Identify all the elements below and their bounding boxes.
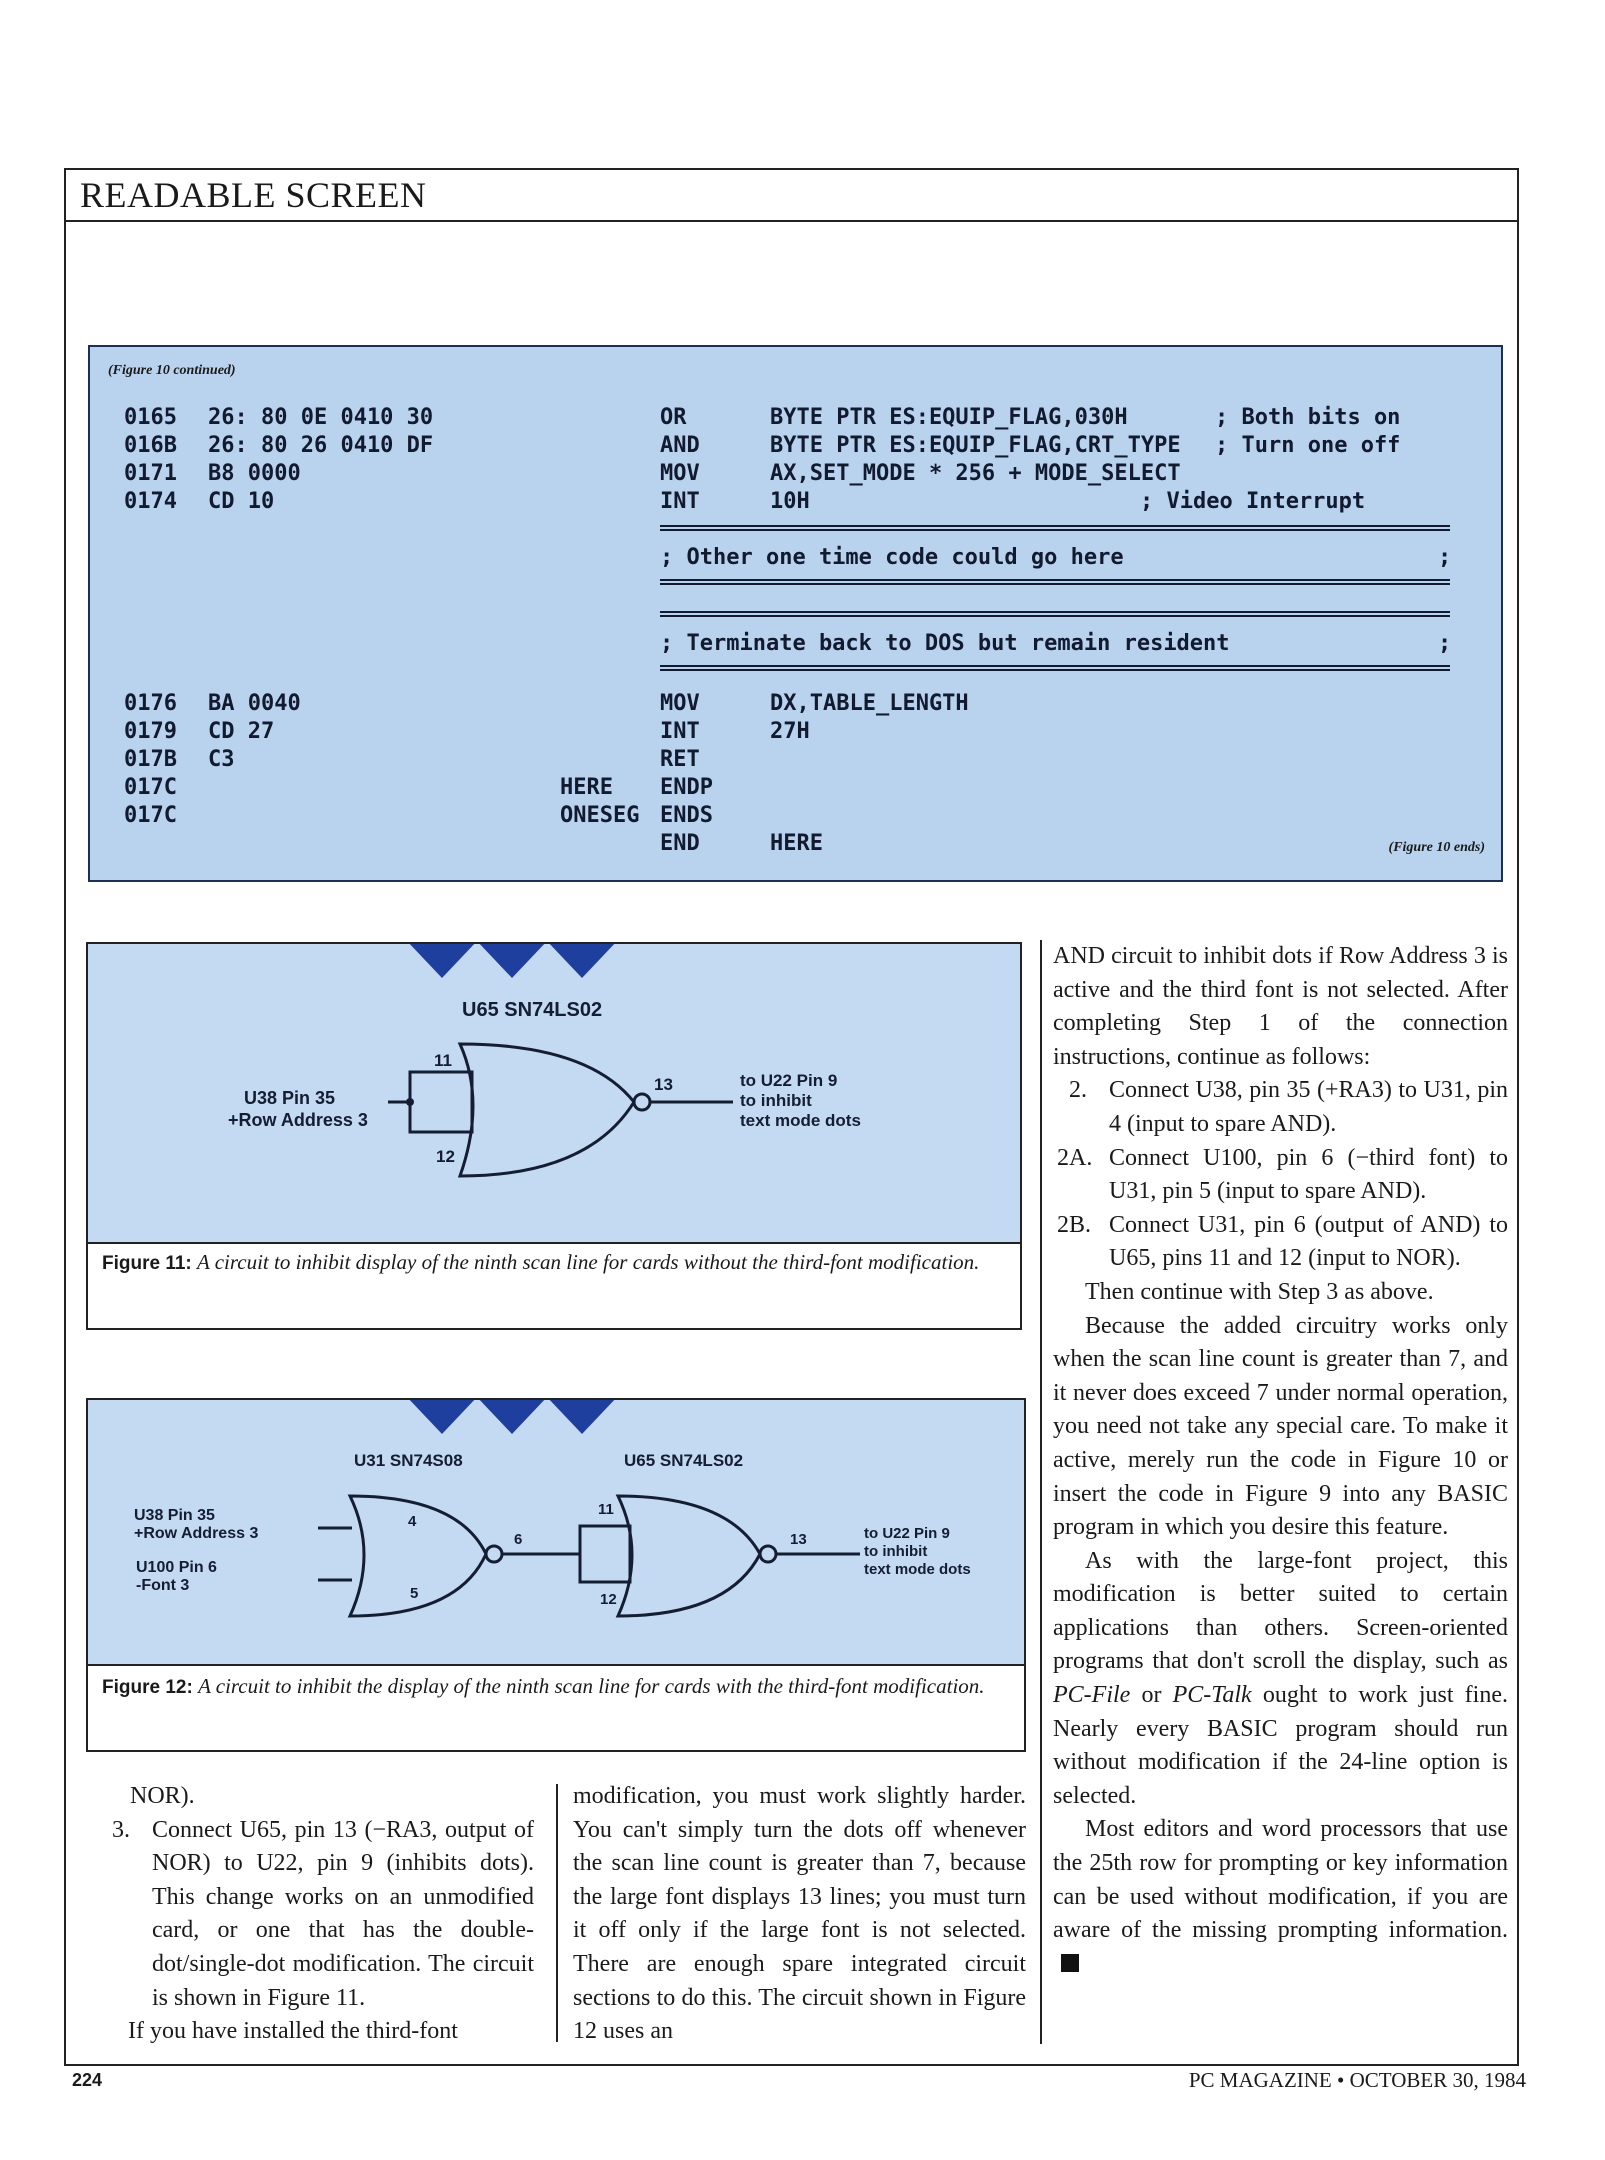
pin-label: 13 [790,1531,807,1548]
output-label: to U22 Pin 9 [740,1071,838,1090]
list-item [1053,1142,1508,1209]
listing-comment-block: ; Other one time code could go here [660,545,1124,570]
column-divider [556,1784,558,2042]
listing-op: RET [660,747,700,772]
listing-bytes: 26: 80 26 0410 DF [208,433,434,458]
output-label: text mode dots [864,1561,971,1578]
listing-args: BYTE PTR ES:EQUIP_FLAG,030H [770,405,1128,430]
figure-12-art [88,1400,1024,1666]
pin-label: 13 [654,1075,673,1094]
listing-addr: 0174 [124,489,177,514]
output-label: to inhibit [740,1091,812,1110]
list-item [96,1814,534,2016]
triangle-marker [476,944,548,978]
listing-args: DX,TABLE_LENGTH [770,691,969,716]
nor-gate [460,1044,634,1176]
listing-note-start: (Figure 10 continued) [108,363,236,378]
list-number: 3. [112,1816,130,1843]
page-number: 224 [72,2070,103,2090]
text-run: or [1130,1682,1173,1709]
listing-label: ONESEG [560,803,640,828]
listing-args: 27H [770,719,810,744]
text-run: PC-Talk [1172,1682,1252,1709]
list-item [1053,1074,1508,1141]
text-run: ought to work just fine. Nearly every BASIC program should run without modification if the 24-line option is selected. [1053,1682,1508,1809]
list-number: 2B. [1057,1211,1092,1238]
listing-op: INT [660,489,700,514]
pin-label: 11 [434,1051,452,1070]
list-number: 2. [1069,1077,1087,1104]
listing-comment-end: ; [1438,631,1452,656]
listing-comment-end: ; [1438,545,1452,570]
paragraph [1053,1813,1508,1981]
caption-label: Figure 11: [102,1253,192,1274]
triangle-marker [406,944,478,978]
listing-separator [660,665,1450,671]
listing-op: AND [660,433,700,458]
listing-bytes: BA 0040 [208,691,301,716]
listing-addr: 016B [124,433,177,458]
listing-bytes: C3 [208,747,235,772]
listing-addr: 017C [124,775,177,800]
list-text: Connect U38, pin 35 (+RA3) to U31, pin 4 (input to spare AND). [1109,1077,1508,1137]
paragraph: If you have installed the third-font [128,2018,458,2045]
chip-label: U65 SN74LS02 [624,1451,744,1470]
figure-12 [86,1398,1026,1752]
listing-separator [660,579,1450,585]
input-label: +Row Address 3 [134,1525,259,1542]
listing-op: MOV [660,461,700,486]
listing-comment-block: ; Terminate back to DOS but remain resident [660,631,1230,656]
listing-bytes: B8 0000 [208,461,301,486]
publication-line: PC MAGAZINE • OCTOBER 30, 1984 [1188,2068,1526,2092]
figure-11 [86,942,1022,1330]
nor-gate [618,1496,760,1616]
listing-args: BYTE PTR ES:EQUIP_FLAG,CRT_TYPE [770,433,1181,458]
text-run: PC-File [1053,1682,1131,1709]
list-item [1053,1209,1508,1276]
section-header [64,168,1519,222]
triangle-marker [546,1400,618,1434]
chip-label: U65 SN74LS02 [462,999,603,1021]
listing-addr: 0176 [124,691,177,716]
output-label: text mode dots [740,1111,861,1130]
list-text: Connect U100, pin 6 (−third font) to U31, pin 5 (input to spare AND). [1109,1144,1508,1205]
listing-addr: 017B [124,747,177,772]
input-label: U38 Pin 35 [134,1507,215,1524]
listing-comment: ; Video Interrupt [1140,489,1366,514]
output-label: to inhibit [864,1543,928,1560]
listing-addr: 0171 [124,461,177,486]
output-label: to U22 Pin 9 [864,1525,950,1542]
listing-op: END [660,831,700,856]
pin-label: 5 [410,1585,419,1602]
listing-label: HERE [560,775,613,800]
list-text: Connect U65, pin 13 (−RA3, output of NOR) to U22, pin 9 (inhibits dots). This change works on an unmodified card, or one that has the double-dot/single-dot modification. The circuit is shown in Figure 11. [152,1816,534,2011]
listing-comment: ; Both bits on [1215,405,1401,430]
listing-op: INT [660,719,700,744]
input-label: U38 Pin 35 [244,1088,336,1108]
end-of-article-icon [1061,1954,1079,1972]
pin-label: 11 [598,1501,614,1518]
listing-addr: 017C [124,803,177,828]
listing-op: MOV [660,691,700,716]
caption-label: Figure 12: [102,1677,193,1698]
column-divider [1040,940,1042,2044]
triangle-marker [546,944,618,978]
listing-separator [660,525,1450,531]
caption-text: A circuit to inhibit the display of the ninth scan line for cards with the third-font modification. [198,1674,985,1698]
list-text: Connect U31, pin 6 (output of AND) to U65, pins 11 and 12 (input to NOR). [1109,1211,1508,1272]
text-run: As with the large-font project, this modification is better suited to certain applications than others. Screen-oriented programs that don't scroll the display, such as [1053,1547,1508,1675]
listing-op: OR [660,405,687,430]
figure-11-caption [102,1248,1006,1278]
paragraph: modification, you must work slightly harder. You can't simply turn the dots off whenever the scan line count is greater than 7, because the large font displays 13 lines; you must turn it off only if the large font is not selected. There are enough spare integrated circuit sections to do this. The circuit shown in Figure 12 uses an [573,1783,1026,2045]
triangle-marker [406,1400,478,1434]
input-label: -Font 3 [136,1577,190,1594]
pin-label: 6 [514,1531,523,1548]
section-title: READABLE SCREEN [80,175,427,215]
listing-op: ENDP [660,775,713,800]
paragraph: NOR). [130,1783,195,1809]
figure-12-caption [102,1672,1010,1702]
listing-addr: 0165 [124,405,177,430]
listing-comment: ; Turn one off [1215,433,1401,458]
text-column-2 [573,1780,1026,2049]
listing-bytes: 26: 80 0E 0410 30 [208,405,434,430]
caption-text: A circuit to inhibit display of the ninth scan line for cards without the third-font modification. [197,1250,980,1274]
text-column-1 [96,1780,534,2049]
text-column-3 [1053,940,1508,1981]
listing-op: ENDS [660,803,713,828]
input-label: +Row Address 3 [228,1110,368,1130]
chip-label: U31 SN74S08 [354,1451,463,1470]
listing-separator [660,611,1450,617]
pin-label: 4 [408,1513,417,1530]
paragraph: AND circuit to inhibit dots if Row Address 3 is active and the third font is not selected. After completing Step 1 of the connection instructions, continue as follows: [1053,943,1508,1070]
pin-label: 12 [436,1147,455,1166]
listing-args: 10H [770,489,810,514]
pin-label: 12 [600,1591,617,1608]
listing-bytes: CD 10 [208,489,275,514]
listing-addr: 0179 [124,719,177,744]
figure-11-art [88,944,1020,1244]
circuit-diagram [88,1400,1024,1664]
paragraph: Then continue with Step 3 as above. [1085,1278,1434,1305]
text-run: Most editors and word processors that use the 25th row for prompting or key information can be used without modification, if you are aware of the missing prompting information. [1053,1816,1508,1944]
paragraph [1053,1545,1508,1814]
circuit-diagram [88,944,1020,1242]
listing-note-end: (Figure 10 ends) [1388,840,1485,855]
listing-args: HERE [770,831,823,856]
triangle-marker [476,1400,548,1434]
input-label: U100 Pin 6 [136,1559,217,1576]
listing-bytes: CD 27 [208,719,275,744]
paragraph: Because the added circuitry works only when the scan line count is greater than 7, and it never does exceed 7 under normal operation, you need not take any special care. To make it active, merely run the code in Figure 10 or insert the code in Figure 9 into any BASIC program in which you desire this feature. [1053,1312,1508,1541]
list-number: 2A. [1057,1144,1093,1171]
listing-args: AX,SET_MODE * 256 + MODE_SELECT [770,461,1181,486]
code-listing [88,345,1503,882]
